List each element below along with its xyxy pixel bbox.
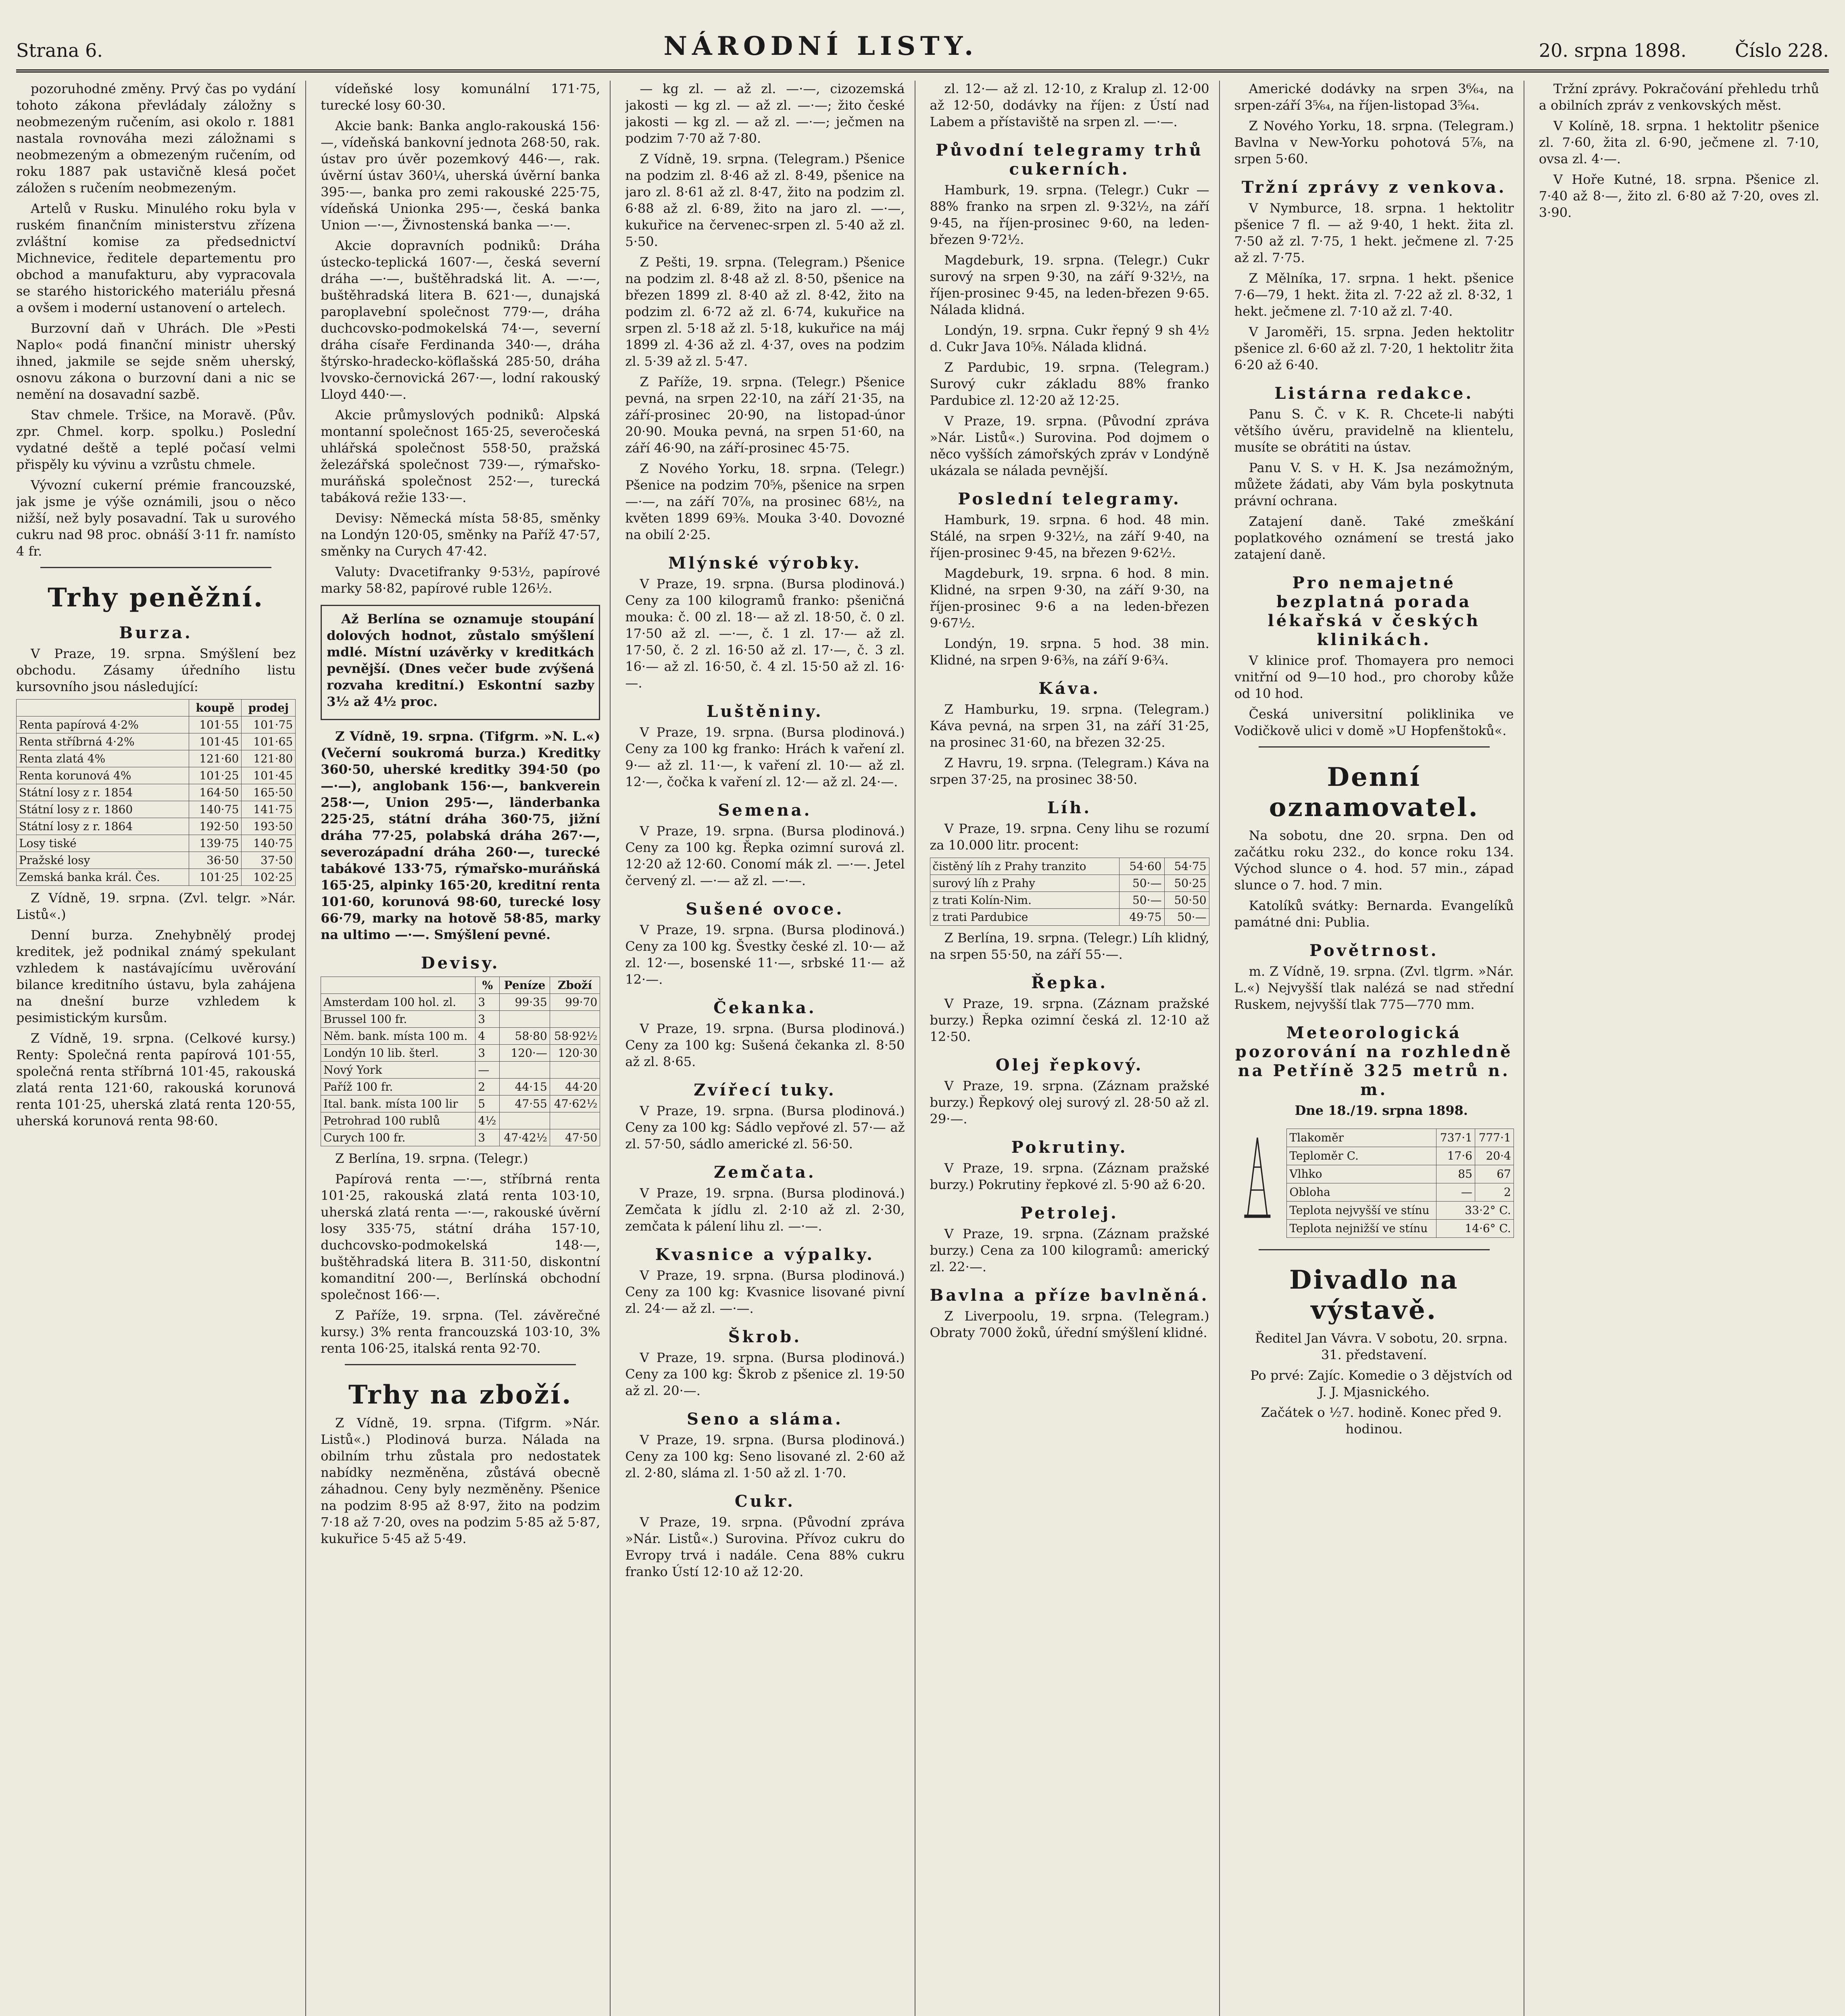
subsection-title: Káva.	[1038, 679, 1101, 698]
article-paragraph: V Praze, 19. srpna. (Bursa plodinová.) Ceny za 100 kg: Škrob z pšenice zl. 19·50 až zl. 20·—.	[625, 1350, 905, 1398]
table-row	[321, 1079, 600, 1095]
cell: 120·30	[550, 1045, 600, 1062]
page-header	[16, 12, 1829, 73]
subsection-title: Listárna redakce.	[1274, 384, 1474, 403]
cell: 140·75	[242, 835, 296, 852]
cell: Renta stříbrná 4·2%	[17, 733, 189, 750]
divider	[1259, 1249, 1490, 1250]
column-2	[321, 81, 611, 2016]
article-paragraph: Vývozní cukerní prémie francouzské, jak jsme je výše oznámili, jsou o něco nižší, než byly posavadní. Tak u surového cukru nad 98 proc. obnáší 3·11 fr. namísto 4 fr.	[16, 477, 296, 559]
article-paragraph: Z Mělníka, 17. srpna. 1 hekt. pšenice 7·6—79, 1 hekt. žita zl. 7·22 až zl. 8·32, 1 hekt. ječmene zl. 7·10 až zl. 7·40.	[1234, 271, 1514, 319]
cell: 33·2° C.	[1436, 1202, 1514, 1220]
article-paragraph: Z Vídně, 19. srpna. (Telegram.) Pšenice na podzim zl. 8·46 až zl. 8·49, pšenice na jaro zl. 8·61 až zl. 8·47, žito na podzim zl. 6·88 až zl. 6·89, žito na jaro zl. —·—, kukuřice na červenec-srpen zl. 5·40 až zl. 5·50.	[625, 151, 905, 249]
cell: 193·50	[242, 818, 296, 835]
article-paragraph: V Jaroměři, 15. srpna. Jeden hektolitr pšenice zl. 6·60 až zl. 7·20, 1 hektolitr žita 6·20 až 6·40.	[1234, 324, 1514, 373]
cell: 85	[1436, 1165, 1475, 1183]
cell: 44·15	[500, 1079, 550, 1095]
cell: 141·75	[242, 801, 296, 818]
table-row	[930, 892, 1209, 909]
table-row	[321, 1011, 600, 1028]
subsection-title: Olej řepkový.	[995, 1056, 1144, 1075]
article-paragraph: Papírová renta —·—, stříbrná renta 101·25, rakouská zlatá renta 103·10, uherská zlatá renta —·—, rakouské úvěrní losy 335·75, státní dráha 157·10, duchcovsko-podmokelská 148·—, buštěhradská litera B. 311·50, diskontní komanditní 200·—, Berlínská obchodní společnost 166·—.	[321, 1171, 600, 1302]
cell: 99·35	[500, 994, 550, 1011]
table-row	[321, 1062, 600, 1079]
cell: Teplota nejnižší ve stínu	[1287, 1220, 1436, 1238]
article-paragraph: V Praze, 19. srpna. (Bursa plodinová.) Zemčata k jídlu zl. 2·10 až zl. 2·30, zemčata k pálení lihu zl. —·—.	[625, 1185, 905, 1234]
article-paragraph: V Praze, 19. srpna. Smýšlení bez obchodu. Zásamy úředního listu kursovního jsou následující:	[16, 646, 296, 694]
table-header: Peníze	[500, 977, 550, 994]
column-1	[16, 81, 306, 2016]
cell: Renta zlatá 4%	[17, 750, 189, 767]
section-title: Denní oznamovatel.	[1269, 762, 1479, 823]
subsection-title: Bavlna a příze bavlněná.	[930, 1286, 1209, 1305]
article-paragraph: Panu V. S. v H. K. Jsa nezámožným, můžete žádati, aby Vám byla poskytnuta právní ochrana.	[1234, 460, 1514, 508]
subsection-title: Čekanka.	[713, 998, 817, 1017]
cell: 2	[1475, 1183, 1514, 1202]
highlight-box	[321, 605, 600, 720]
header-left	[16, 40, 103, 61]
cell: 120·—	[500, 1045, 550, 1062]
cell: Tlakoměr	[1287, 1129, 1436, 1147]
cell: Něm. bank. místa 100 m.	[321, 1028, 475, 1045]
table-header: Zboží	[550, 977, 600, 994]
article-paragraph: Z Vídně, 19. srpna. (Zvl. telgr. »Nár. Listů«.)	[16, 890, 296, 922]
subsection-title: Petrolej.	[1020, 1204, 1119, 1223]
cell: 777·1	[1475, 1129, 1514, 1147]
section-title: Trhy peněžní.	[48, 583, 265, 613]
subsection-title: Cukr.	[734, 1492, 795, 1511]
table-row	[17, 733, 296, 750]
cell	[550, 1011, 600, 1028]
table-row	[1287, 1183, 1514, 1202]
cell: z trati Kolín-Nim.	[930, 892, 1120, 909]
cell: 47·55	[500, 1095, 550, 1112]
article-paragraph: Z Vídně, 19. srpna. (Tifgrm. »Nár. Listů«.) Plodinová burza. Nálada na obilním trhu zůstala pro nedostatek nabídky nezměněna, zůstává obecně záhadnou. Ceny byly nezměněny. Pšenice na podzim 8·95 až 8·97, žito na podzim 7·18 až 7·20, oves na podzim 5·85 až 5·87, kukuřice 5·45 až 5·49.	[321, 1415, 600, 1546]
table-row	[1287, 1202, 1514, 1220]
cell: 121·60	[189, 750, 242, 767]
cell: Teploměr C.	[1287, 1147, 1436, 1165]
cell: Renta papírová 4·2%	[17, 716, 189, 733]
cell	[500, 1011, 550, 1028]
column-4	[930, 81, 1220, 2016]
article-paragraph: Z Hamburku, 19. srpna. (Telegram.) Káva pevná, na srpen 31, na září 31·25, na prosinec 31·60, na březen 32·25.	[930, 702, 1209, 750]
stock-table	[16, 699, 296, 886]
article-paragraph: Akcie bank: Banka anglo-rakouská 156·—, vídeňská bankovní jednota 268·50, rak. ústav pro úvěr pozemkový 446·—, rak. úvěrní ústav 360¼, uherská úvěrní banka 395·—, banka pro zemi rakouské 225·75, vídeňská Unionka 295·—, česká banka Union —·—, Živnostenská banka —·—.	[321, 118, 600, 233]
cell: 47·50	[550, 1129, 600, 1146]
cell: Vlhko	[1287, 1165, 1436, 1183]
article-paragraph: Denní burza. Znehybnělý prodej kreditek, jež podnikal známý spekulant vzhledem k nastávajícímu uvěrování bilance kreditního ústavu, byla zahájena na dnešní burze vzhledem k pesimistickým kursům.	[16, 927, 296, 1025]
article-paragraph: zl. 12·— až zl. 12·10, z Kralup zl. 12·00 až 12·50, dodávky na říjen: z Ústí nad Labem a přístaviště na srpen zl. —·—.	[930, 81, 1209, 129]
article-paragraph: pozoruhodné změny. Prvý čas po vydání tohoto zákona převládaly záložny s neobmezeným ručením, asi okolo r. 1881 nastala rovnováha mezi záložnami s neobmezeným a obmezeným ručením, od roku 1887 pak ustavičně klesá počet záložen s ručením neobmezeným.	[16, 81, 296, 196]
subsection-title: Devisy.	[421, 954, 500, 973]
article-paragraph: m. Z Vídně, 19. srpna. (Zvl. tlgrm. »Nár. L.«) Nejvyšší tlak nalézá se nad střední Ruskem, nejvyšší tlak 775—770 mm.	[1234, 964, 1514, 1012]
article-paragraph: Ředitel Jan Vávra. V sobotu, 20. srpna. 31. představení.	[1255, 1331, 1508, 1362]
cell: 17·6	[1436, 1147, 1475, 1165]
cell	[500, 1112, 550, 1129]
article-paragraph: Z Berlína, 19. srpna. (Telegr.) Líh klidný, na srpen 55·50, na září 55·—.	[930, 930, 1209, 962]
article-paragraph: Valuty: Dvacetifranky 9·53½, papírové marky 58·82, papírové ruble 126½.	[321, 564, 600, 596]
article-paragraph: Zatajení daně. Také zmeškání poplatkového oznámení se trestá jako zatajení daně.	[1234, 514, 1514, 562]
article-paragraph: V Praze, 19. srpna. (Bursa plodinová.) Ceny za 100 kg: Sušená čekanka zl. 8·50 až zl. 8·65.	[625, 1021, 905, 1069]
cell: Státní losy z r. 1864	[17, 818, 189, 835]
article-paragraph: V Kolíně, 18. srpna. 1 hektolitr pšenice zl. 7·60, žita zl. 6·90, ječmene zl. 7·10, ovsa zl. 4·—.	[1539, 118, 1819, 167]
article-paragraph: V Praze, 19. srpna. (Záznam pražské burzy.) Řepka ozimní česká zl. 12·10 až 12·50.	[930, 996, 1209, 1044]
subsection-title: Meteorologická pozorování na rozhledně na Petříně 325 metrů n. m.	[1235, 1023, 1513, 1099]
section-title: Trhy na zboží.	[348, 1380, 573, 1410]
columns	[16, 81, 1829, 2016]
cell: 4	[475, 1028, 500, 1045]
subsection-title: Zvířecí tuky.	[694, 1081, 836, 1100]
cell: 58·80	[500, 1028, 550, 1045]
article-paragraph: Americké dodávky na srpen 3⁶⁄₆₄, na srpen-září 3⁵⁄₆₄, na říjen-listopad 3⁵⁄₆₄.	[1234, 81, 1514, 113]
cell: z trati Pardubice	[930, 909, 1120, 926]
cell: Petrohrad 100 rublů	[321, 1112, 475, 1129]
article-paragraph: Z Pešti, 19. srpna. (Telegram.) Pšenice na podzim zl. 8·48 až zl. 8·50, pšenice na březen 1899 zl. 8·40 až zl. 8·42, žito na podzim zl. 6·72 až zl. 6·74, kukuřice na srpen zl. 5·18 až zl. 5·18, kukuřice na máj 1899 zl. 4·36 až zl. 4·37, oves na podzim zl. 5·39 až zl. 5·47.	[625, 254, 905, 369]
subsection-title: Burza.	[119, 623, 193, 642]
article-paragraph: V Praze, 19. srpna. (Původní zpráva »Nár. Listů«.) Surovina. Přívoz cukru do Evropy trvá i nadále. Cena 88% cukru franko Ústí 12·10 až 12·20.	[625, 1514, 905, 1579]
article-paragraph: Z Vídně, 19. srpna. (Celkové kursy.) Renty: Společná renta papírová 101·55, společná renta stříbrná 101·45, rakouská zlatá renta 121·60, rakouská korunová renta 101·25, uherská zlatá renta 120·55, uherská korunová renta 98·60.	[16, 1031, 296, 1129]
cell: 101·45	[242, 767, 296, 784]
cell: 47·62½	[550, 1095, 600, 1112]
article-paragraph: Hamburk, 19. srpna. (Telegr.) Cukr — 88% franko na srpen zl. 9·32½, na září 9·45, na říjen-prosinec 9·60, na leden-březen 9·72½.	[930, 182, 1209, 247]
cell: 101·55	[189, 716, 242, 733]
cell: 2	[475, 1079, 500, 1095]
devisy-table	[321, 977, 600, 1146]
cell: 50·50	[1164, 892, 1209, 909]
cell: Zemská banka král. Čes.	[17, 869, 189, 886]
article-paragraph: Burzovní daň v Uhrách. Dle »Pesti Naplo« podá finanční ministr uherský ihned, jakmile se sejde sněm uherský, osnovu zákona o burzovní dani a nic se nemění na dosavadní sazbě.	[16, 321, 296, 402]
article-paragraph: V Praze, 19. srpna. (Bursa plodinová.) Ceny za 100 kg: Sádlo vepřové zl. 57·— až zl. 57·50, sádlo americké zl. 56·50.	[625, 1103, 905, 1152]
table-header	[321, 977, 475, 994]
subsection-title: Tržní zprávy z venkova.	[1241, 178, 1507, 197]
article-paragraph: Katolíků svátky: Bernarda. Evangelíků památné dni: Publia.	[1234, 898, 1514, 930]
article-paragraph: Londýn, 19. srpna. 5 hod. 38 min. Klidné, na srpen 9·6⅜, na září 9·6¾.	[930, 636, 1209, 668]
article-paragraph: Magdeburk, 19. srpna. (Telegr.) Cukr surový na srpen 9·30, na září 9·32½, na říjen-prosinec 9·45, na leden-březen 9·65. Nálada klidná.	[930, 252, 1209, 317]
cell: 4½	[475, 1112, 500, 1129]
table-row	[17, 716, 296, 733]
article-paragraph: Artelů v Rusku. Minulého roku byla v ruském finančním ministerstvu zřízena zvláštní komise za předsednictví Michnevice, ředitele departementu pro obchod a manufakturu, aby vypracovala se starého historického materiálu přesná a ovšem i moderní ustanovení o artelech.	[16, 201, 296, 315]
cell: 67	[1475, 1165, 1514, 1183]
cell: Nový York	[321, 1062, 475, 1079]
article-paragraph: Na sobotu, dne 20. srpna. Den od začátku roku 232., do konce roku 134. Východ slunce o 4. hod. 57 min., západ slunce o 7. hod. 7 min.	[1234, 828, 1514, 893]
cell: 58·92½	[550, 1028, 600, 1045]
article-paragraph: Z Vídně, 19. srpna. (Tifgrm. »N. L.«) (Večerní soukromá burza.) Kreditky 360·50, uherské kreditky 394·50 (po —·—), anglobank 156·—, bankverein 258·—, Union 295·—, länderbanka 225·25, státní dráha 360·75, jižní dráha 77·25, polabská dráha 267·—, severozápadní dráha 260·—, turecké tabákové 133·75, rýmařsko-muráňská 165·25, alpinky 165·20, kreditní renta 101·60, korunová 98·60, turecké losy 66·79, marky na hotově 58·85, marky na ultimo —·—. Smýšlení pevné.	[321, 729, 600, 942]
meteo-table	[1286, 1129, 1514, 1238]
article-paragraph: Panu S. Č. v K. R. Chcete-li nabýti většího úvěru, pravidelně na klientelu, musíte se obrátiti na ústav.	[1234, 406, 1514, 455]
article-paragraph: vídeňské losy komunální 171·75, turecké losy 60·30.	[321, 81, 600, 113]
table-row	[930, 858, 1209, 875]
cell: —	[475, 1062, 500, 1079]
article-paragraph: V Praze, 19. srpna. (Bursa plodinová.) Ceny za 100 kilogramů franko: pšeničná mouka: č. 00 zl. 18·— až zl. 18·50, č. 0 zl. 17·50 až zl. —·—, č. 1 zl. 17·— až zl. 17·50, č. 2 zl. 16·50 až zl. 17·—, č. 3 zl. 16·— až zl. 16·50, č. 4 zl. 15·50 až zl. 16·—.	[625, 576, 905, 691]
cell	[550, 1062, 600, 1079]
cell: 101·45	[189, 733, 242, 750]
subsection-title: Luštěniny.	[707, 702, 823, 721]
divider	[1259, 746, 1490, 748]
newspaper-title: NÁRODNÍ LISTY.	[663, 31, 978, 61]
table-header: %	[475, 977, 500, 994]
table-row	[1287, 1165, 1514, 1183]
cell: Brussel 100 fr.	[321, 1011, 475, 1028]
cell: 3	[475, 1129, 500, 1146]
cell: 20·4	[1475, 1147, 1514, 1165]
article-paragraph: V Praze, 19. srpna. (Bursa plodinová.) Ceny za 100 kg: Kvasnice lisované pivní zl. 24·— až zl. —·—.	[625, 1268, 905, 1316]
article-paragraph: Tržní zprávy. Pokračování přehledu trhů a obilních zpráv z venkovských měst.	[1539, 81, 1819, 113]
subsection-title: Původní telegramy trhů cukerních.	[936, 141, 1204, 179]
subsection-title: Sušené ovoce.	[686, 900, 844, 918]
cell: Paříž 100 fr.	[321, 1079, 475, 1095]
article-paragraph: V Praze, 19. srpna. (Záznam pražské burzy.) Pokrutiny řepkové zl. 5·90 až 6·20.	[930, 1160, 1209, 1192]
cell: Teplota nejvyšší ve stínu	[1287, 1202, 1436, 1220]
subsection-title: Mlýnské výrobky.	[668, 554, 862, 573]
article-paragraph: V Praze, 19. srpna. (Záznam pražské burzy.) Řepkový olej surový zl. 28·50 až zl. 29·—.	[930, 1078, 1209, 1127]
article-paragraph: Hamburk, 19. srpna. 6 hod. 48 min. Stálé, na srpen 9·32½, na září 9·40, na říjen-prosinec 9·45, na březen 9·62½.	[930, 512, 1209, 560]
table-row	[321, 1112, 600, 1129]
cell: 5	[475, 1095, 500, 1112]
subsection-title: Škrob.	[728, 1327, 802, 1346]
table-row	[321, 1028, 600, 1045]
cell: Curych 100 fr.	[321, 1129, 475, 1146]
cell: 164·50	[189, 784, 242, 801]
article-paragraph: Česká universitní poliklinika ve Vodičkově ulici v domě »U Hopfenštoků«.	[1234, 706, 1514, 738]
table-row	[17, 801, 296, 818]
cell: 50·25	[1164, 875, 1209, 892]
cell: surový líh z Prahy	[930, 875, 1120, 892]
subsection-title: Povětrnost.	[1309, 941, 1439, 960]
cell: 50·—	[1120, 892, 1164, 909]
cell: 3	[475, 1011, 500, 1028]
cell: 54·60	[1120, 858, 1164, 875]
cell: 36·50	[189, 852, 242, 869]
cell: 165·50	[242, 784, 296, 801]
subsection-title: Pokrutiny.	[1011, 1138, 1128, 1157]
cell: 101·25	[189, 869, 242, 886]
spirit-table	[930, 858, 1209, 926]
cell: Ital. bank. místa 100 lir	[321, 1095, 475, 1112]
table-row	[930, 875, 1209, 892]
cell: 139·75	[189, 835, 242, 852]
article-paragraph: V Praze, 19. srpna. (Bursa plodinová.) Ceny za 100 kg. Švestky české zl. 10·— až zl. 12·—, bosenské 11·—, srbské 11·— až 12·—.	[625, 922, 905, 987]
cell: 50·—	[1120, 875, 1164, 892]
cell: Amsterdam 100 hol. zl.	[321, 994, 475, 1011]
subsection-title: Seno a sláma.	[687, 1410, 843, 1429]
cell: Obloha	[1287, 1183, 1436, 1202]
cell: 44·20	[550, 1079, 600, 1095]
article-paragraph: Z Nového Yorku, 18. srpna. (Telegram.) Bavlna v New-Yorku pohotová 5⅞, na srpen 5·60.	[1234, 118, 1514, 167]
article-paragraph: — kg zl. — až zl. —·—, cizozemská jakosti — kg zl. — až zl. —·—; žito české jakosti — kg zl. — až zl. —·—; ječmen na podzim 7·70 až 7·80.	[625, 81, 905, 146]
issue-number: Číslo 228.	[1735, 40, 1829, 61]
article-paragraph: Akcie průmyslových podniků: Alpská montanní společnost 165·25, severočeská uhlářská společnost 558·50, pražská železářská společnost 739·—, rýmařsko-muráňská společnost 252·—, turecká tabáková režie 133·—.	[321, 407, 600, 505]
subsection-title: Líh.	[1047, 798, 1092, 817]
table-row	[17, 852, 296, 869]
article-paragraph: Z Liverpoolu, 19. srpna. (Telegram.) Obraty 7000 žoků, úřední smýšlení klidné.	[930, 1308, 1209, 1340]
article-paragraph: Magdeburk, 19. srpna. 6 hod. 8 min. Klidné, na srpen 9·30, na září 9·30, na říjen-prosinec 9·6 a na leden-březen 9·67½.	[930, 566, 1209, 631]
table-row	[1287, 1129, 1514, 1147]
cell: Státní losy z r. 1854	[17, 784, 189, 801]
divider	[345, 1364, 576, 1365]
table-row	[321, 994, 600, 1011]
article-paragraph: Devisy: Německá místa 58·85, směnky na Londýn 120·05, směnky na Paříž 47·57, směnky na Curych 47·42.	[321, 510, 600, 559]
cell: 140·75	[189, 801, 242, 818]
section-title: Divadlo na výstavě.	[1289, 1265, 1459, 1325]
table-row	[17, 818, 296, 835]
meteo-block	[1234, 1125, 1514, 1242]
cell: 3	[475, 994, 500, 1011]
column-6	[1539, 81, 1829, 2016]
article-paragraph: Z Berlína, 19. srpna. (Telegr.)	[335, 1151, 528, 1166]
article-paragraph: V Praze, 19. srpna. (Bursa plodinová.) Ceny za 100 kg franko: Hrách k vaření zl. 9·— až zl. 11·—, k vaření zl. 10·— až zl. 12·—, čočka k vaření zl. 12·— až zl. 24·—.	[625, 725, 905, 789]
article-paragraph: Po prvé: Zajíc. Komedie o 3 dějstvích od J. J. Mjasnického.	[1250, 1368, 1513, 1400]
cell: 101·75	[242, 716, 296, 733]
article-paragraph: Stav chmele. Tršice, na Moravě. (Pův. zpr. Chmel. korp. spolku.) Poslední vydatné deště a teplé počasí velmi přispěly ku vývinu a vzrůstu chmele.	[16, 407, 296, 472]
cell	[500, 1062, 550, 1079]
cell: 121·80	[242, 750, 296, 767]
table-row	[17, 750, 296, 767]
table-row	[930, 909, 1209, 926]
article-paragraph: V klinice prof. Thomayera pro nemoci vnitřní od 9—10 hod., pro choroby kůže od 10 hod.	[1234, 653, 1514, 701]
cell: 3	[475, 1045, 500, 1062]
article-paragraph: V Hoře Kutné, 18. srpna. Pšenice zl. 7·40 až 8·—, žito zl. 6·80 až 7·20, oves zl. 3·90.	[1539, 172, 1819, 220]
cell: 47·42½	[500, 1129, 550, 1146]
article-paragraph: Z Nového Yorku, 18. srpna. (Telegr.) Pšenice na podzim 70⅝, pšenice na srpen —·—, na září 70⅞, na prosinec 68½, na květen 1899 69⅜. Mouka 3·40. Dovozné na obilí 2·25.	[625, 461, 905, 542]
cell: —	[1436, 1183, 1475, 1202]
subsection-title: Řepka.	[1031, 973, 1108, 992]
article-paragraph: V Nymburce, 18. srpna. 1 hektolitr pšenice 7 fl. — až 9·40, 1 hekt. žita zl. 7·50 až zl. 7·75, 1 hekt. ječmene zl. 7·25 až zl. 7·75.	[1234, 200, 1514, 265]
table-row	[17, 869, 296, 886]
tower-icon	[1234, 1125, 1280, 1229]
header-right	[1539, 40, 1829, 61]
article-paragraph: V Praze, 19. srpna. (Původní zpráva »Nár. Listů«.) Surovina. Pod dojmem o něco vyšších zámořských zpráv v Londýně ukázala se nálada pevnější.	[930, 413, 1209, 478]
article-paragraph: V Praze, 19. srpna. (Bursa plodinová.) Ceny za 100 kg: Seno lisované zl. 2·60 až zl. 2·80, sláma zl. 1·50 až zl. 1·70.	[625, 1432, 905, 1481]
article-paragraph: Začátek o ½7. hodině. Konec před 9. hodinou.	[1261, 1405, 1502, 1437]
article-paragraph: V Praze, 19. srpna. (Bursa plodinová.) Ceny za 100 kg. Řepka ozimní surová zl. 12·20 až 12·60. Conomí mák zl. —·—. Jetel červený zl. —·— až zl. —·—.	[625, 823, 905, 888]
cell: 14·6° C.	[1436, 1220, 1514, 1238]
article-paragraph: Z Paříže, 19. srpna. (Telegr.) Pšenice pevná, na srpen 22·10, na září 21·35, na září-prosinec 20·90, na listopad-únor 20·90. Mouka pevná, na srpen 51·60, na září 46·90, na září-prosinec 45·75.	[625, 374, 905, 456]
column-5	[1234, 81, 1524, 2016]
cell	[550, 1112, 600, 1129]
article-paragraph: Z Paříže, 19. srpna. (Tel. závěrečné kursy.) 3% renta francouzská 103·10, 3% renta 106·25, italská renta 92·70.	[321, 1308, 600, 1356]
article-paragraph: V Praze, 19. srpna. (Záznam pražské burzy.) Cena za 100 kilogramů: americký zl. 22·—.	[930, 1226, 1209, 1275]
table-header: prodej	[242, 700, 296, 716]
divider	[40, 567, 271, 568]
cell: Renta korunová 4%	[17, 767, 189, 784]
meteo-date: Dne 18./19. srpna 1898.	[1295, 1103, 1468, 1118]
table-row	[17, 835, 296, 852]
table-row	[17, 767, 296, 784]
cell: Pražské losy	[17, 852, 189, 869]
table-row	[321, 1045, 600, 1062]
cell: 99·70	[550, 994, 600, 1011]
cell: 101·25	[189, 767, 242, 784]
cell: 102·25	[242, 869, 296, 886]
page-number: Strana 6.	[16, 40, 103, 61]
subsection-title: Zemčata.	[714, 1163, 816, 1182]
cell: 101·65	[242, 733, 296, 750]
table-row	[321, 1129, 600, 1146]
cell: Londýn 10 lib. šterl.	[321, 1045, 475, 1062]
table-row	[17, 784, 296, 801]
article-paragraph: V Praze, 19. srpna. Ceny lihu se rozumí za 10.000 litr. procent:	[930, 821, 1209, 853]
cell: Losy tiské	[17, 835, 189, 852]
table-header	[17, 700, 189, 716]
article-paragraph: Z Havru, 19. srpna. (Telegram.) Káva na srpen 37·25, na prosinec 38·50.	[930, 755, 1209, 787]
cell: 50·—	[1164, 909, 1209, 926]
article-paragraph: Londýn, 19. srpna. Cukr řepný 9 sh 4½ d. Cukr Java 10⅝. Nálada klidná.	[930, 323, 1209, 354]
column-3	[625, 81, 915, 2016]
cell: Státní losy z r. 1860	[17, 801, 189, 818]
cell: 37·50	[242, 852, 296, 869]
cell: 49·75	[1120, 909, 1164, 926]
subsection-title: Kvasnice a výpalky.	[655, 1245, 875, 1264]
highlight-text: Až Berlína se oznamuje stoupání dolových hodnot, zůstalo smýšlení mdlé. Místní uzávěrky v kreditkách pevnější. (Dnes večer bude zvýšená rozvaha kreditní.) Eskontní sazby 3½ až 4½ proc.	[327, 611, 594, 709]
cell: čistěný líh z Prahy tranzito	[930, 858, 1120, 875]
subsection-title: Semena.	[718, 801, 812, 820]
article-paragraph: Akcie dopravních podniků: Dráha ústecko-teplická 1607·—, česká severní dráha —·—, buštěhradská lit. A. —·—, buštěhradská litera B. 621·—, dunajská paroplavební společnost 779·—, dráha duchcovsko-podmokelská 74·—, severní dráha císaře Ferdinanda 340·—, dráha štýrsko-hradecko-köflašská 285·50, dráha lvovsko-černovická 267·—, lodní rakouský Lloyd 440·—.	[321, 238, 600, 402]
cell: 54·75	[1164, 858, 1209, 875]
subsection-title: Poslední telegramy.	[958, 489, 1181, 508]
table-row	[1287, 1220, 1514, 1238]
cell: 192·50	[189, 818, 242, 835]
issue-date: 20. srpna 1898.	[1539, 40, 1687, 61]
table-row	[1287, 1147, 1514, 1165]
table-row	[321, 1095, 600, 1112]
subsection-title: Pro nemajetné bezplatná porada lékařská v českých klinikách.	[1268, 573, 1480, 649]
table-header: koupě	[189, 700, 242, 716]
article-paragraph: Z Pardubic, 19. srpna. (Telegram.) Surový cukr základu 88% franko Pardubice zl. 12·20 až 12·25.	[930, 360, 1209, 408]
cell: 737·1	[1436, 1129, 1475, 1147]
